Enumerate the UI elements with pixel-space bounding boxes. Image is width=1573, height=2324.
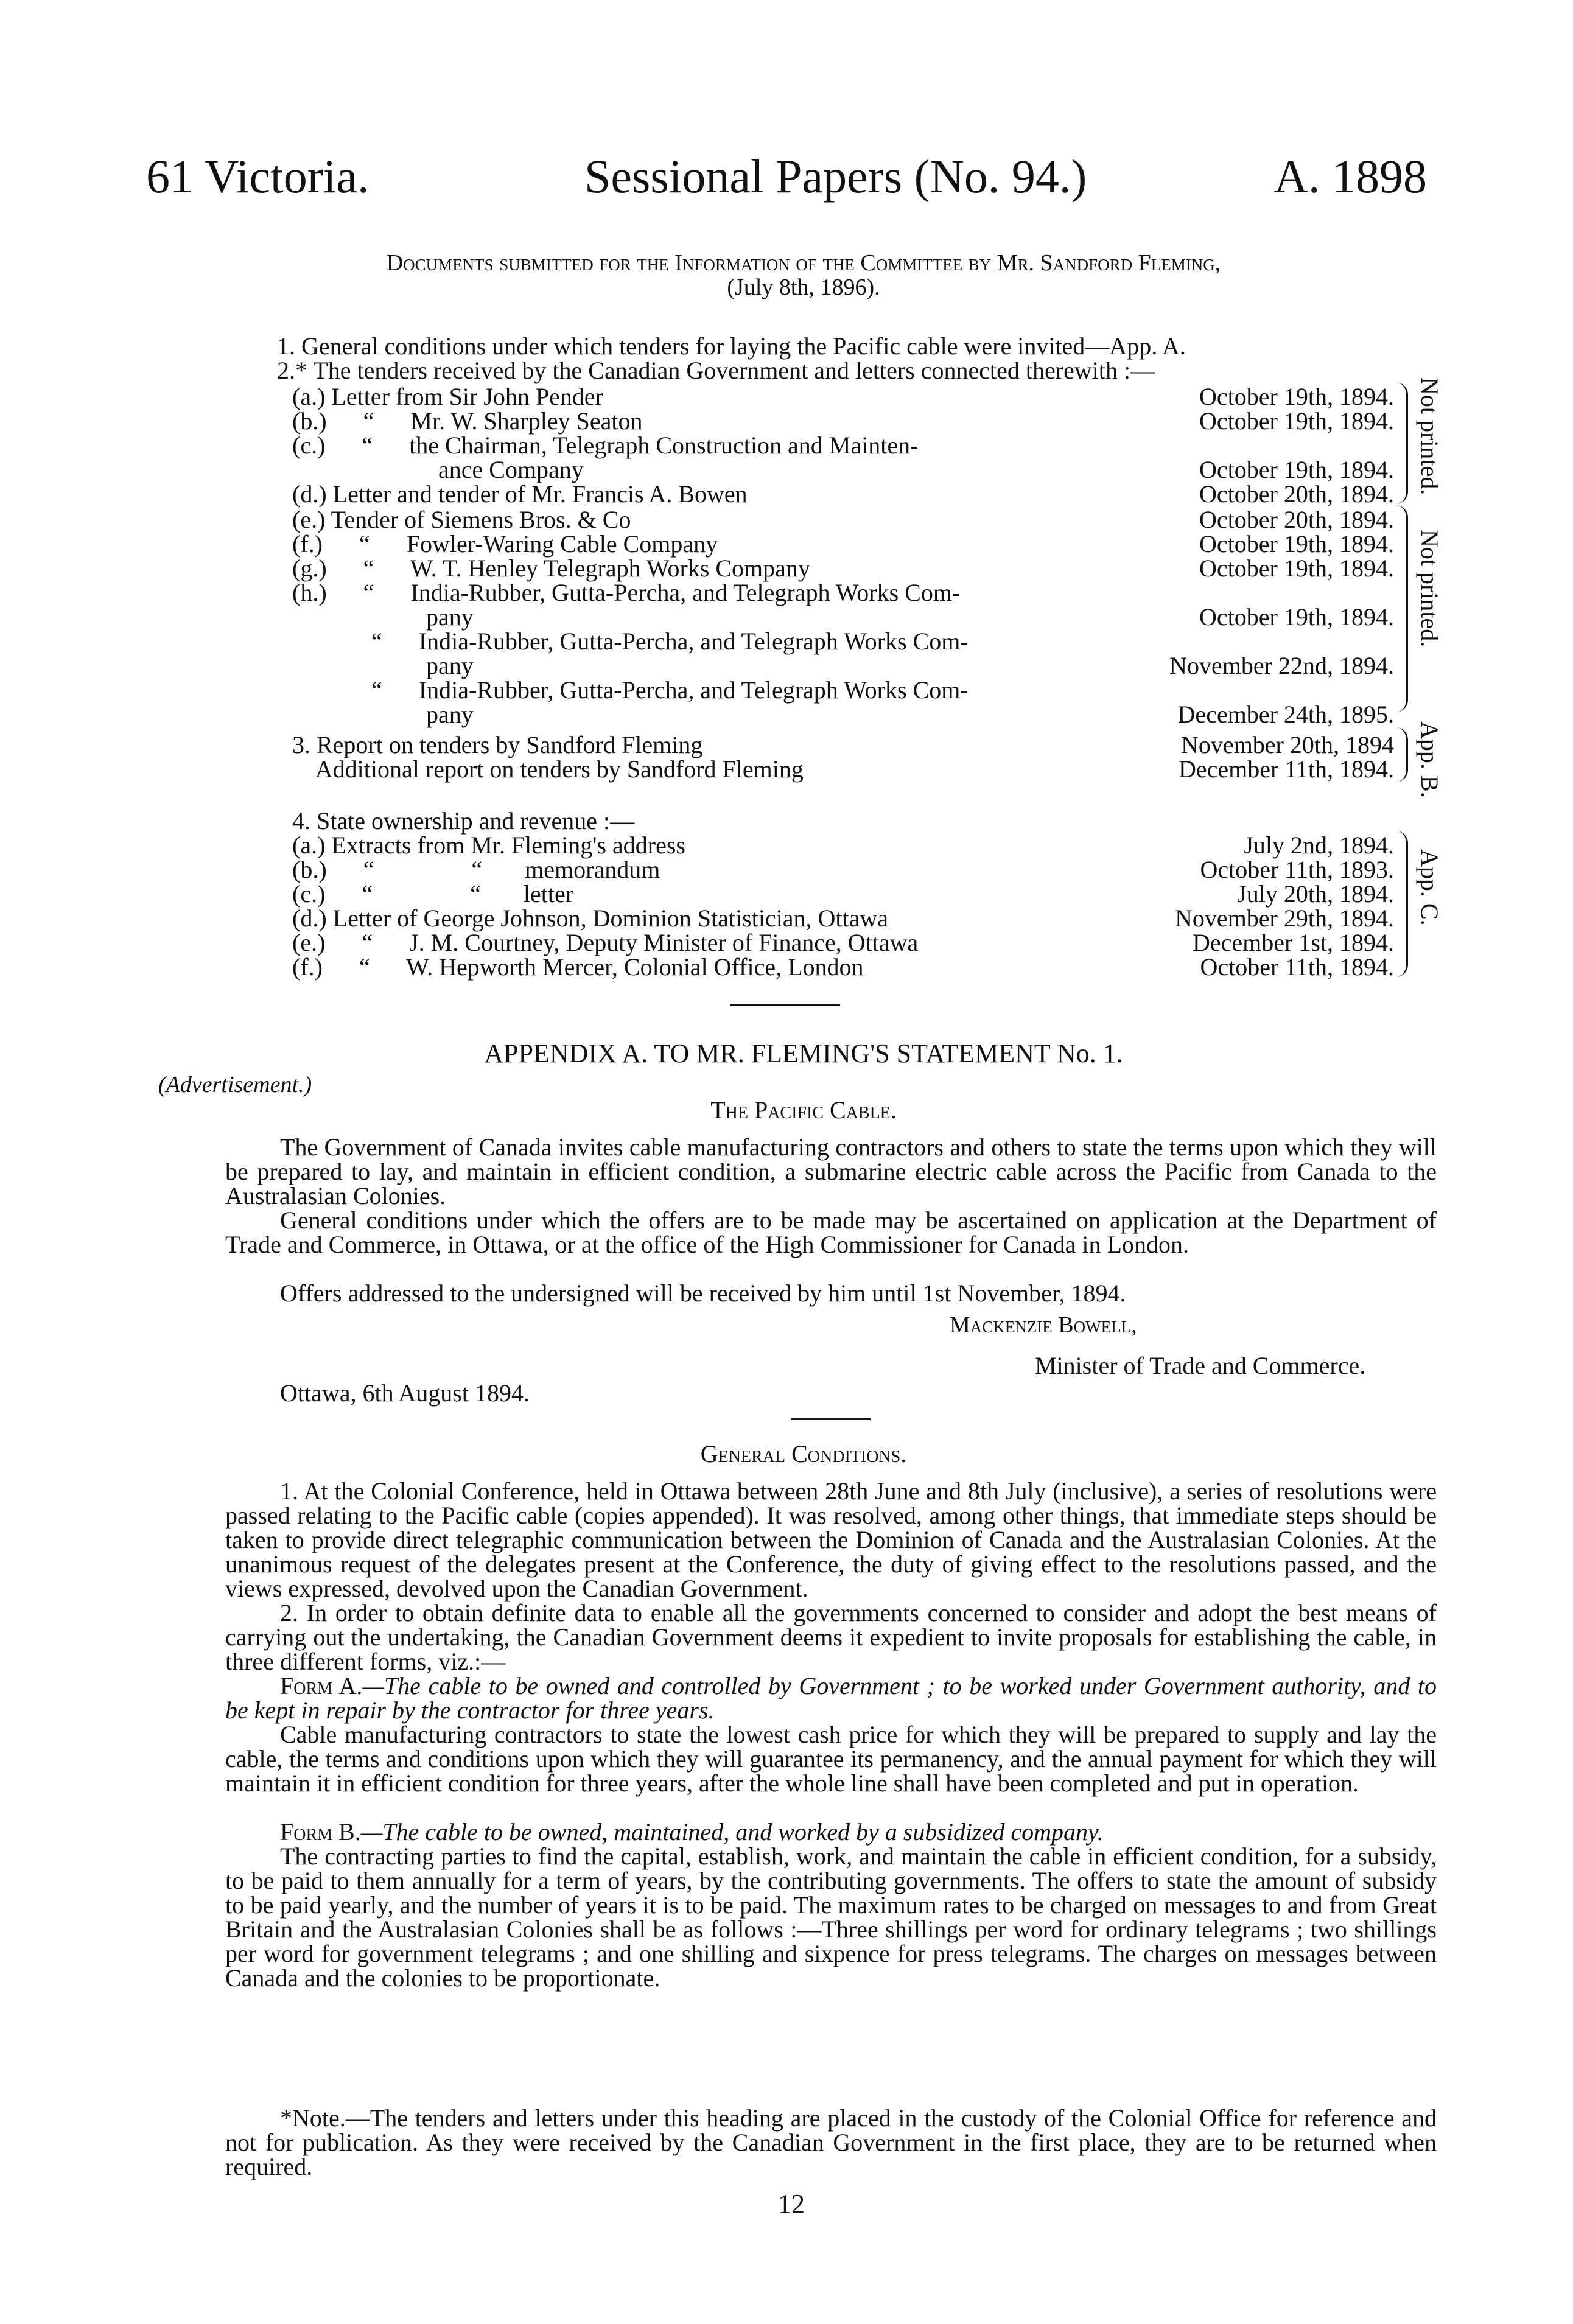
brace xyxy=(1394,505,1408,712)
toc-entry-date: November 29th, 1894. xyxy=(1175,905,1394,932)
form-b-heading: —The cable to be owned, maintained, and worked by a subsidized company. xyxy=(360,1818,1104,1846)
toc-entry-date: July 20th, 1894. xyxy=(1237,880,1394,908)
running-head-left: 61 Victoria. xyxy=(146,150,370,203)
appendix-title: APPENDIX A. TO MR. FLEMING'S STATEMENT No. 1. xyxy=(484,1038,1123,1068)
form-a-label: Form A. xyxy=(280,1672,363,1699)
toc-entry-label: (f.) “ W. Hepworth Mercer, Colonial Office, London xyxy=(292,953,864,981)
toc-group-2 xyxy=(292,505,1394,728)
condition-2: 2. In order to obtain definite data to enable all the governments concerned to consider and adopt the best means of carrying out the undertaking, the Canadian Government deems it expedient to invite proposals for establishing the cable, in three different forms, viz.:— xyxy=(225,1599,1437,1675)
form-b xyxy=(225,1820,1437,1844)
toc-entry-label: (e.) “ J. M. Courtney, Deputy Minister of Finance, Ottawa xyxy=(292,929,919,956)
footnote: *Note.—The tenders and letters under this heading are placed in the custody of the Colonial Office for reference and not for publication. As they were received by the Canadian Government in the first place, they are to be returned when required. xyxy=(225,2104,1437,2180)
brace xyxy=(1394,831,1408,977)
margin-note-app-b: App. B. xyxy=(1416,721,1443,798)
toc-entry-date: December 11th, 1894. xyxy=(1179,755,1394,783)
brace xyxy=(1394,727,1408,782)
margin-note-app-c: App. C. xyxy=(1416,849,1443,926)
toc-entry-label: Additional report on tenders by Sandford Fleming xyxy=(292,755,804,783)
form-a xyxy=(225,1674,1437,1723)
toc-entry-date: October 19th, 1894. xyxy=(1199,407,1394,435)
toc-entry-label: pany xyxy=(292,701,474,728)
toc-entry-label: pany xyxy=(292,652,474,679)
form-b-label: Form B. xyxy=(280,1818,361,1846)
form-a-heading: —The cable to be owned and controlled by Government ; to be worked under Government authority, and to be kept in repair by the contractor for three years. xyxy=(225,1672,1437,1724)
conditions-title: General Conditions. xyxy=(700,1440,907,1468)
toc-entry-label: (d.) Letter of George Johnson, Dominion Statistician, Ottawa xyxy=(292,905,889,932)
toc-entry-label: (h.) “ India-Rubber, Gutta-Percha, and Telegraph Works Com- xyxy=(292,579,961,606)
condition-1: 1. At the Colonial Conference, held in Ottawa between 28th June and 8th July (inclusive), a series of resolutions were passed relating to the Pacific cable (copies appended). It was resolved, among other things, that immediate steps should be taken to provide direct telegraphic communication between the Dominion of Canada and the Australasian Colonies. At the unanimous request of the delegates present at the Conference, the duty of giving effect to the resolutions passed, and the views expressed, devolved upon the Canadian Government. xyxy=(225,1477,1437,1602)
toc-item-4: 4. State ownership and revenue :— xyxy=(292,807,635,835)
toc-entry-label: (a.) Letter from Sir John Pender xyxy=(292,383,603,410)
running-head-right: A. 1898 xyxy=(1273,150,1427,203)
toc-entry-date: October 19th, 1894. xyxy=(1199,383,1394,410)
toc-entry-label: (d.) Letter and tender of Mr. Francis A. Bowen xyxy=(292,480,748,508)
toc-entry-label: “ India-Rubber, Gutta-Percha, and Telegraph Works Com- xyxy=(292,676,969,704)
section-divider xyxy=(791,1418,871,1420)
toc-group-3 xyxy=(292,730,1394,785)
toc-entry-label: (a.) Extracts from Mr. Fleming's address xyxy=(292,831,685,859)
toc-entry-label: (c.) “ the Chairman, Telegraph Construction and Mainten- xyxy=(292,432,919,459)
toc-group-4 xyxy=(292,831,1394,983)
advertisement-label: (Advertisement.) xyxy=(158,1072,312,1097)
toc-entry-date: October 11th, 1894. xyxy=(1200,953,1394,981)
toc-entry-label: (e.) Tender of Siemens Bros. & Co xyxy=(292,506,631,533)
appendix-subtitle: The Pacific Cable. xyxy=(710,1096,897,1124)
signatory-title: Minister of Trade and Commerce. xyxy=(1035,1352,1366,1379)
place-date: Ottawa, 6th August 1894. xyxy=(280,1379,530,1407)
page-number: 12 xyxy=(778,2189,805,2219)
appendix-paragraph-1: The Government of Canada invites cable manufacturing contractors and others to state the terms upon which they will be prepared to lay, and maintain in efficient condition, a submarine electric cable across the Pacific from Canada to the Australasian Colonies. xyxy=(225,1133,1437,1209)
toc-entry-label: (b.) “ Mr. W. Sharpley Seaton xyxy=(292,407,643,435)
signatory-name: Mackenzie Bowell, xyxy=(950,1312,1137,1338)
margin-note-not-printed: Not printed. xyxy=(1416,377,1443,495)
toc-item-1: 1. General conditions under which tenders for laying the Pacific cable were invited—App. A. xyxy=(277,332,1186,360)
toc-entry-date: October 19th, 1894. xyxy=(1199,555,1394,582)
toc-entry-date: October 19th, 1894. xyxy=(1199,530,1394,558)
toc-entry-label: “ India-Rubber, Gutta-Percha, and Telegraph Works Com- xyxy=(292,628,969,655)
toc-item-2: 2.* The tenders received by the Canadian Government and letters connected therewith :— xyxy=(277,357,1155,384)
toc-entry-label: (f.) “ Fowler-Waring Cable Company xyxy=(292,530,718,558)
appendix-paragraph-3: Offers addressed to the undersigned will be received by him until 1st November, 1894. xyxy=(280,1279,1126,1307)
brace xyxy=(1394,382,1408,504)
toc-entry-label: (g.) “ W. T. Henley Telegraph Works Company xyxy=(292,555,810,582)
toc-entry-date: December 1st, 1894. xyxy=(1192,929,1394,956)
toc-entry-date: October 20th, 1894. xyxy=(1199,506,1394,533)
intro-line-2: (July 8th, 1896). xyxy=(727,275,880,300)
appendix-paragraph-2: General conditions under which the offers are to be made may be ascertained on application at the Department of Trade and Commerce, in Ottawa, or at the office of the High Commissioner for Canada in London. xyxy=(225,1206,1437,1258)
running-head-center: Sessional Papers (No. 94.) xyxy=(584,150,1087,203)
toc-entry-date: October 19th, 1894. xyxy=(1199,456,1394,483)
toc-entry-date: October 20th, 1894. xyxy=(1199,480,1394,508)
form-b-body: The contracting parties to find the capital, establish, work, and maintain the cable in efficient condition, for a subsidy, to be paid to them annually for a term of years, by the contributing governments. The offers to state the amount of subsidy to be paid yearly, and the number of years it is to be paid. The maximum rates to be charged on messages to and from Great Britain and the Australasian Colonies shall be as follows :—Three shillings per word for ordinary telegrams ; two shillings per word for government telegrams ; and one shilling and sixpence for press telegrams. The charges on messages between Canada and the colonies to be proportionate. xyxy=(225,1843,1437,1992)
toc-entry-label: 3. Report on tenders by Sandford Fleming xyxy=(292,731,703,758)
intro-line-1: Documents submitted for the Information of the Committee by Mr. Sandford Fleming, xyxy=(386,250,1221,276)
margin-note-not-printed: Not printed. xyxy=(1416,530,1443,648)
toc-entry-label: (c.) “ “ letter xyxy=(292,880,574,908)
toc-entry-date: November 22nd, 1894. xyxy=(1169,652,1394,679)
toc-entry-date: December 24th, 1895. xyxy=(1177,701,1394,728)
form-a-body: Cable manufacturing contractors to state the lowest cash price for which they will be prepared to supply and lay the cable, the terms and conditions upon which they will guarantee its permanency, and the annual payment for which they will maintain it in efficient condition for three years, after the whole line shall have been completed and put in operation. xyxy=(225,1721,1437,1797)
toc-entry-date: October 19th, 1894. xyxy=(1199,603,1394,631)
toc-entry-date: October 11th, 1893. xyxy=(1200,856,1394,883)
toc-entry-label: ance Company xyxy=(292,456,584,483)
toc-entry-date: July 2nd, 1894. xyxy=(1244,831,1394,859)
section-divider xyxy=(730,1004,840,1006)
toc-entry-date: November 20th, 1894 xyxy=(1181,731,1394,758)
toc-entry-label: pany xyxy=(292,603,474,631)
toc-entry-label: (b.) “ “ memorandum xyxy=(292,856,660,883)
